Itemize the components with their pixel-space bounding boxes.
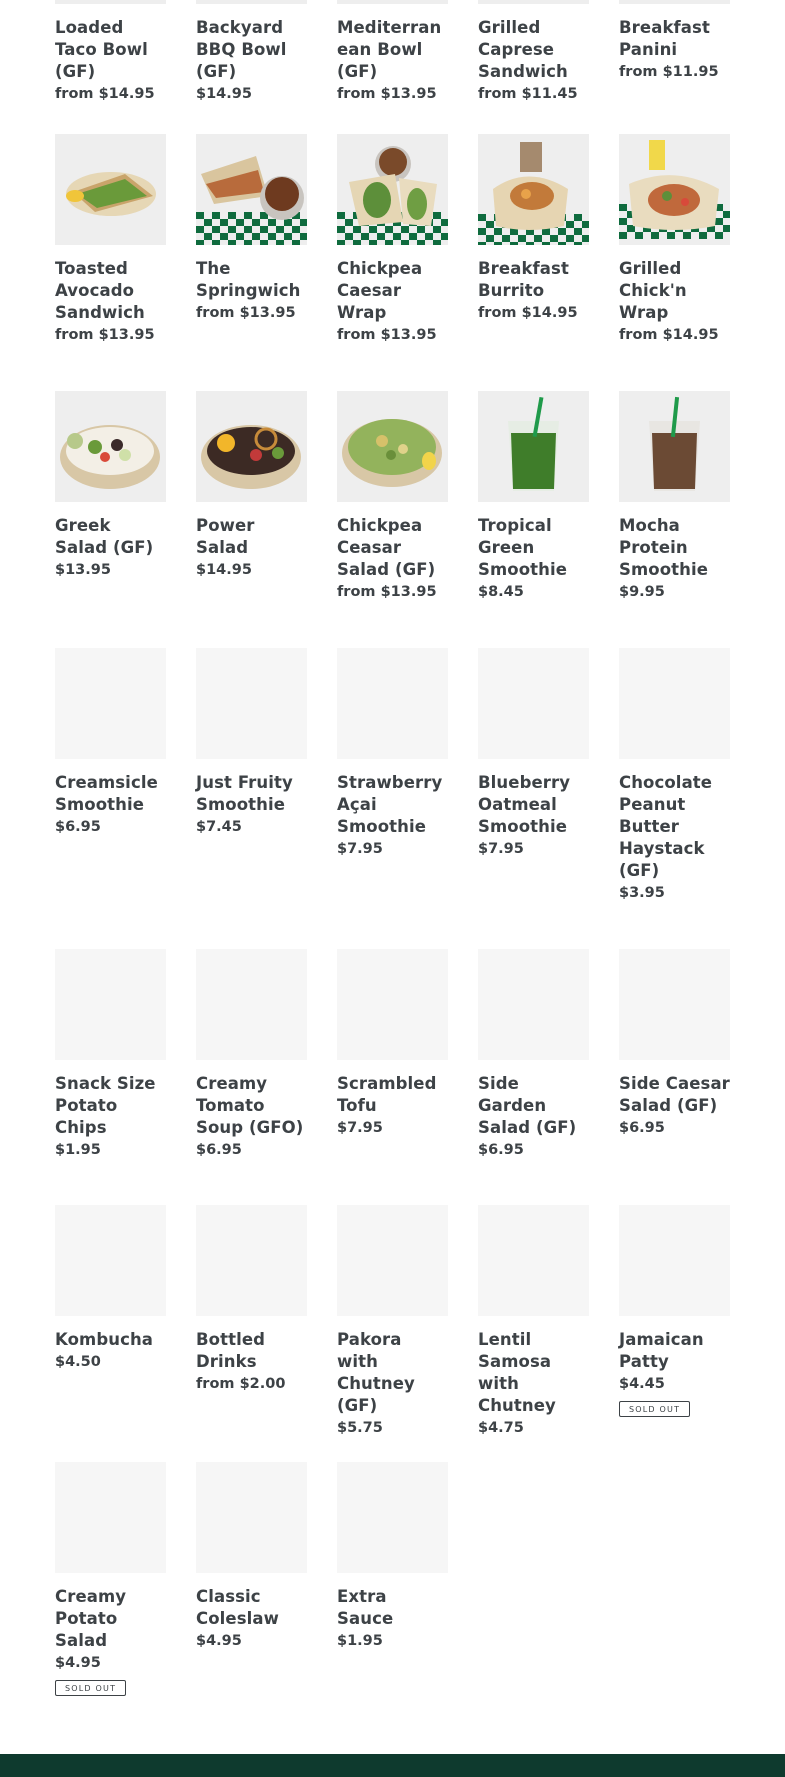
product-image[interactable] bbox=[619, 0, 730, 4]
product-price: from $14.95 bbox=[619, 327, 719, 343]
product-title[interactable]: Side Caesar Salad (GF) bbox=[619, 1074, 730, 1115]
product-price: $9.95 bbox=[619, 584, 665, 600]
product-title[interactable]: Power Salad bbox=[196, 516, 255, 557]
product-image-placeholder[interactable] bbox=[478, 1205, 589, 1316]
product-image[interactable] bbox=[55, 0, 166, 4]
product-image-placeholder[interactable] bbox=[196, 949, 307, 1060]
product-title[interactable]: Pakora with Chutney (GF) bbox=[337, 1330, 415, 1415]
product-price: from $13.95 bbox=[55, 327, 155, 343]
product-price: from $13.95 bbox=[337, 584, 437, 600]
product-title[interactable]: Creamy Potato Salad bbox=[55, 1587, 127, 1650]
product-image-placeholder[interactable] bbox=[196, 1205, 307, 1316]
product-title[interactable]: Strawberry Açai Smoothie bbox=[337, 773, 443, 836]
sold-out-badge: SOLD OUT bbox=[55, 1680, 126, 1696]
product-title[interactable]: Backyard BBQ Bowl (GF) bbox=[196, 18, 287, 81]
product-card[interactable] bbox=[619, 0, 730, 134]
product-card[interactable] bbox=[337, 648, 448, 949]
product-card[interactable] bbox=[196, 949, 307, 1205]
product-price: $7.95 bbox=[478, 841, 524, 857]
product-title[interactable]: The Springwich bbox=[196, 259, 301, 300]
product-price: $4.95 bbox=[196, 1633, 242, 1649]
product-price: from $2.00 bbox=[196, 1376, 286, 1392]
product-title[interactable]: Extra Sauce bbox=[337, 1587, 394, 1628]
product-image[interactable] bbox=[196, 391, 307, 502]
product-card[interactable] bbox=[337, 391, 448, 648]
product-price: $1.95 bbox=[337, 1633, 383, 1649]
product-image[interactable] bbox=[478, 134, 589, 245]
product-card[interactable] bbox=[196, 0, 307, 134]
product-image-placeholder[interactable] bbox=[337, 1205, 448, 1316]
product-image[interactable] bbox=[619, 134, 730, 245]
product-image[interactable] bbox=[337, 0, 448, 4]
product-price: $14.95 bbox=[196, 562, 252, 578]
product-card[interactable] bbox=[55, 648, 166, 949]
product-title[interactable]: Grilled Caprese Sandwich bbox=[478, 18, 568, 81]
product-title[interactable]: Mocha Protein Smoothie bbox=[619, 516, 709, 579]
product-image-placeholder[interactable] bbox=[478, 949, 589, 1060]
product-card[interactable] bbox=[478, 391, 589, 648]
product-card[interactable] bbox=[619, 949, 730, 1205]
product-price: $13.95 bbox=[55, 562, 111, 578]
product-image-placeholder[interactable] bbox=[337, 648, 448, 759]
product-price: $8.45 bbox=[478, 584, 524, 600]
product-price: from $13.95 bbox=[337, 327, 437, 343]
product-image-placeholder[interactable] bbox=[337, 949, 448, 1060]
product-card[interactable] bbox=[478, 134, 589, 391]
product-card[interactable] bbox=[196, 134, 307, 391]
product-image-placeholder[interactable] bbox=[619, 1205, 730, 1316]
product-image[interactable] bbox=[55, 134, 166, 245]
product-price: $6.95 bbox=[55, 819, 101, 835]
product-image-placeholder[interactable] bbox=[196, 1462, 307, 1573]
product-price: from $11.95 bbox=[619, 64, 719, 80]
product-card[interactable] bbox=[196, 391, 307, 648]
product-title[interactable]: Greek Salad (GF) bbox=[55, 516, 154, 557]
product-price: $1.95 bbox=[55, 1142, 101, 1158]
product-price: $4.50 bbox=[55, 1354, 101, 1370]
product-image[interactable] bbox=[337, 134, 448, 245]
product-image-placeholder[interactable] bbox=[55, 1205, 166, 1316]
product-title[interactable]: Scrambled Tofu bbox=[337, 1074, 437, 1115]
product-grid bbox=[55, 0, 731, 1692]
product-card[interactable] bbox=[619, 391, 730, 648]
product-title[interactable]: Chickpea Ceasar Salad (GF) bbox=[337, 516, 436, 579]
product-title[interactable]: Snack Size Potato Chips bbox=[55, 1074, 156, 1137]
product-title[interactable]: Bottled Drinks bbox=[196, 1330, 266, 1371]
product-price: $7.95 bbox=[337, 841, 383, 857]
product-image-placeholder[interactable] bbox=[55, 648, 166, 759]
product-card[interactable] bbox=[337, 134, 448, 391]
product-title[interactable]: Kombucha bbox=[55, 1330, 154, 1349]
product-card[interactable] bbox=[337, 0, 448, 134]
product-price: $14.95 bbox=[196, 86, 252, 102]
product-title[interactable]: Breakfast Burrito bbox=[478, 259, 569, 300]
product-card[interactable] bbox=[478, 1205, 589, 1462]
site-footer bbox=[0, 1754, 785, 1777]
product-image-placeholder[interactable] bbox=[55, 949, 166, 1060]
product-image-placeholder[interactable] bbox=[619, 648, 730, 759]
product-card[interactable] bbox=[55, 1462, 166, 1692]
product-title[interactable]: Blueberry Oatmeal Smoothie bbox=[478, 773, 571, 836]
product-image[interactable] bbox=[619, 391, 730, 502]
product-image-placeholder[interactable] bbox=[196, 648, 307, 759]
product-price: $6.95 bbox=[478, 1142, 524, 1158]
product-price: from $14.95 bbox=[55, 86, 155, 102]
product-card[interactable] bbox=[55, 0, 166, 134]
product-card[interactable] bbox=[619, 134, 730, 391]
product-card[interactable] bbox=[55, 391, 166, 648]
product-title[interactable]: Just Fruity Smoothie bbox=[196, 773, 293, 814]
product-card[interactable] bbox=[55, 949, 166, 1205]
product-title[interactable]: Classic Coleslaw bbox=[196, 1587, 279, 1628]
product-image[interactable] bbox=[337, 391, 448, 502]
product-title[interactable]: Chickpea Caesar Wrap bbox=[337, 259, 423, 322]
product-card[interactable] bbox=[337, 949, 448, 1205]
product-card[interactable] bbox=[337, 1462, 448, 1692]
product-title[interactable]: Mediterranean Bowl (GF) bbox=[337, 18, 442, 81]
product-image[interactable] bbox=[196, 134, 307, 245]
product-image-placeholder[interactable] bbox=[619, 949, 730, 1060]
product-title[interactable]: Jamaican Patty bbox=[619, 1330, 704, 1371]
product-title[interactable]: Tropical Green Smoothie bbox=[478, 516, 568, 579]
product-price: $3.95 bbox=[619, 885, 665, 901]
product-price: $6.95 bbox=[196, 1142, 242, 1158]
product-price: from $14.95 bbox=[478, 305, 578, 321]
product-card[interactable] bbox=[478, 0, 589, 134]
product-image[interactable] bbox=[55, 391, 166, 502]
product-price: $6.95 bbox=[619, 1120, 665, 1136]
product-title[interactable]: Creamy Tomato Soup (GFO) bbox=[196, 1074, 304, 1137]
product-card[interactable] bbox=[478, 648, 589, 949]
product-card[interactable] bbox=[196, 1462, 307, 1692]
product-price: $5.75 bbox=[337, 1420, 383, 1436]
product-price: $7.95 bbox=[337, 1120, 383, 1136]
product-price: from $13.95 bbox=[337, 86, 437, 102]
product-card[interactable] bbox=[55, 1205, 166, 1462]
product-image[interactable] bbox=[196, 0, 307, 4]
product-price: from $13.95 bbox=[196, 305, 296, 321]
product-price: $4.75 bbox=[478, 1420, 524, 1436]
product-card[interactable] bbox=[619, 648, 730, 949]
product-image-placeholder[interactable] bbox=[337, 1462, 448, 1573]
product-image-placeholder[interactable] bbox=[478, 648, 589, 759]
product-title[interactable]: Creamsicle Smoothie bbox=[55, 773, 158, 814]
product-card[interactable] bbox=[55, 134, 166, 391]
product-title[interactable]: Chocolate Peanut Butter Haystack (GF) bbox=[619, 773, 713, 880]
product-card[interactable] bbox=[196, 648, 307, 949]
product-title[interactable]: Lentil Samosa with Chutney bbox=[478, 1330, 556, 1415]
product-title[interactable]: Loaded Taco Bowl (GF) bbox=[55, 18, 148, 81]
product-image[interactable] bbox=[478, 391, 589, 502]
product-price: from $11.45 bbox=[478, 86, 578, 102]
product-image[interactable] bbox=[478, 0, 589, 4]
product-title[interactable]: Grilled Chick'n Wrap bbox=[619, 259, 687, 322]
product-price: $4.45 bbox=[619, 1376, 665, 1392]
product-title[interactable]: Toasted Avocado Sandwich bbox=[55, 259, 145, 322]
product-image-placeholder[interactable] bbox=[55, 1462, 166, 1573]
product-card[interactable] bbox=[196, 1205, 307, 1462]
sold-out-badge: SOLD OUT bbox=[619, 1401, 690, 1417]
product-card[interactable] bbox=[337, 1205, 448, 1462]
product-card[interactable] bbox=[478, 949, 589, 1205]
product-price: $4.95 bbox=[55, 1655, 101, 1671]
product-price: $7.45 bbox=[196, 819, 242, 835]
product-title[interactable]: Breakfast Panini bbox=[619, 18, 710, 59]
product-title[interactable]: Side Garden Salad (GF) bbox=[478, 1074, 577, 1137]
product-card[interactable] bbox=[619, 1205, 730, 1462]
